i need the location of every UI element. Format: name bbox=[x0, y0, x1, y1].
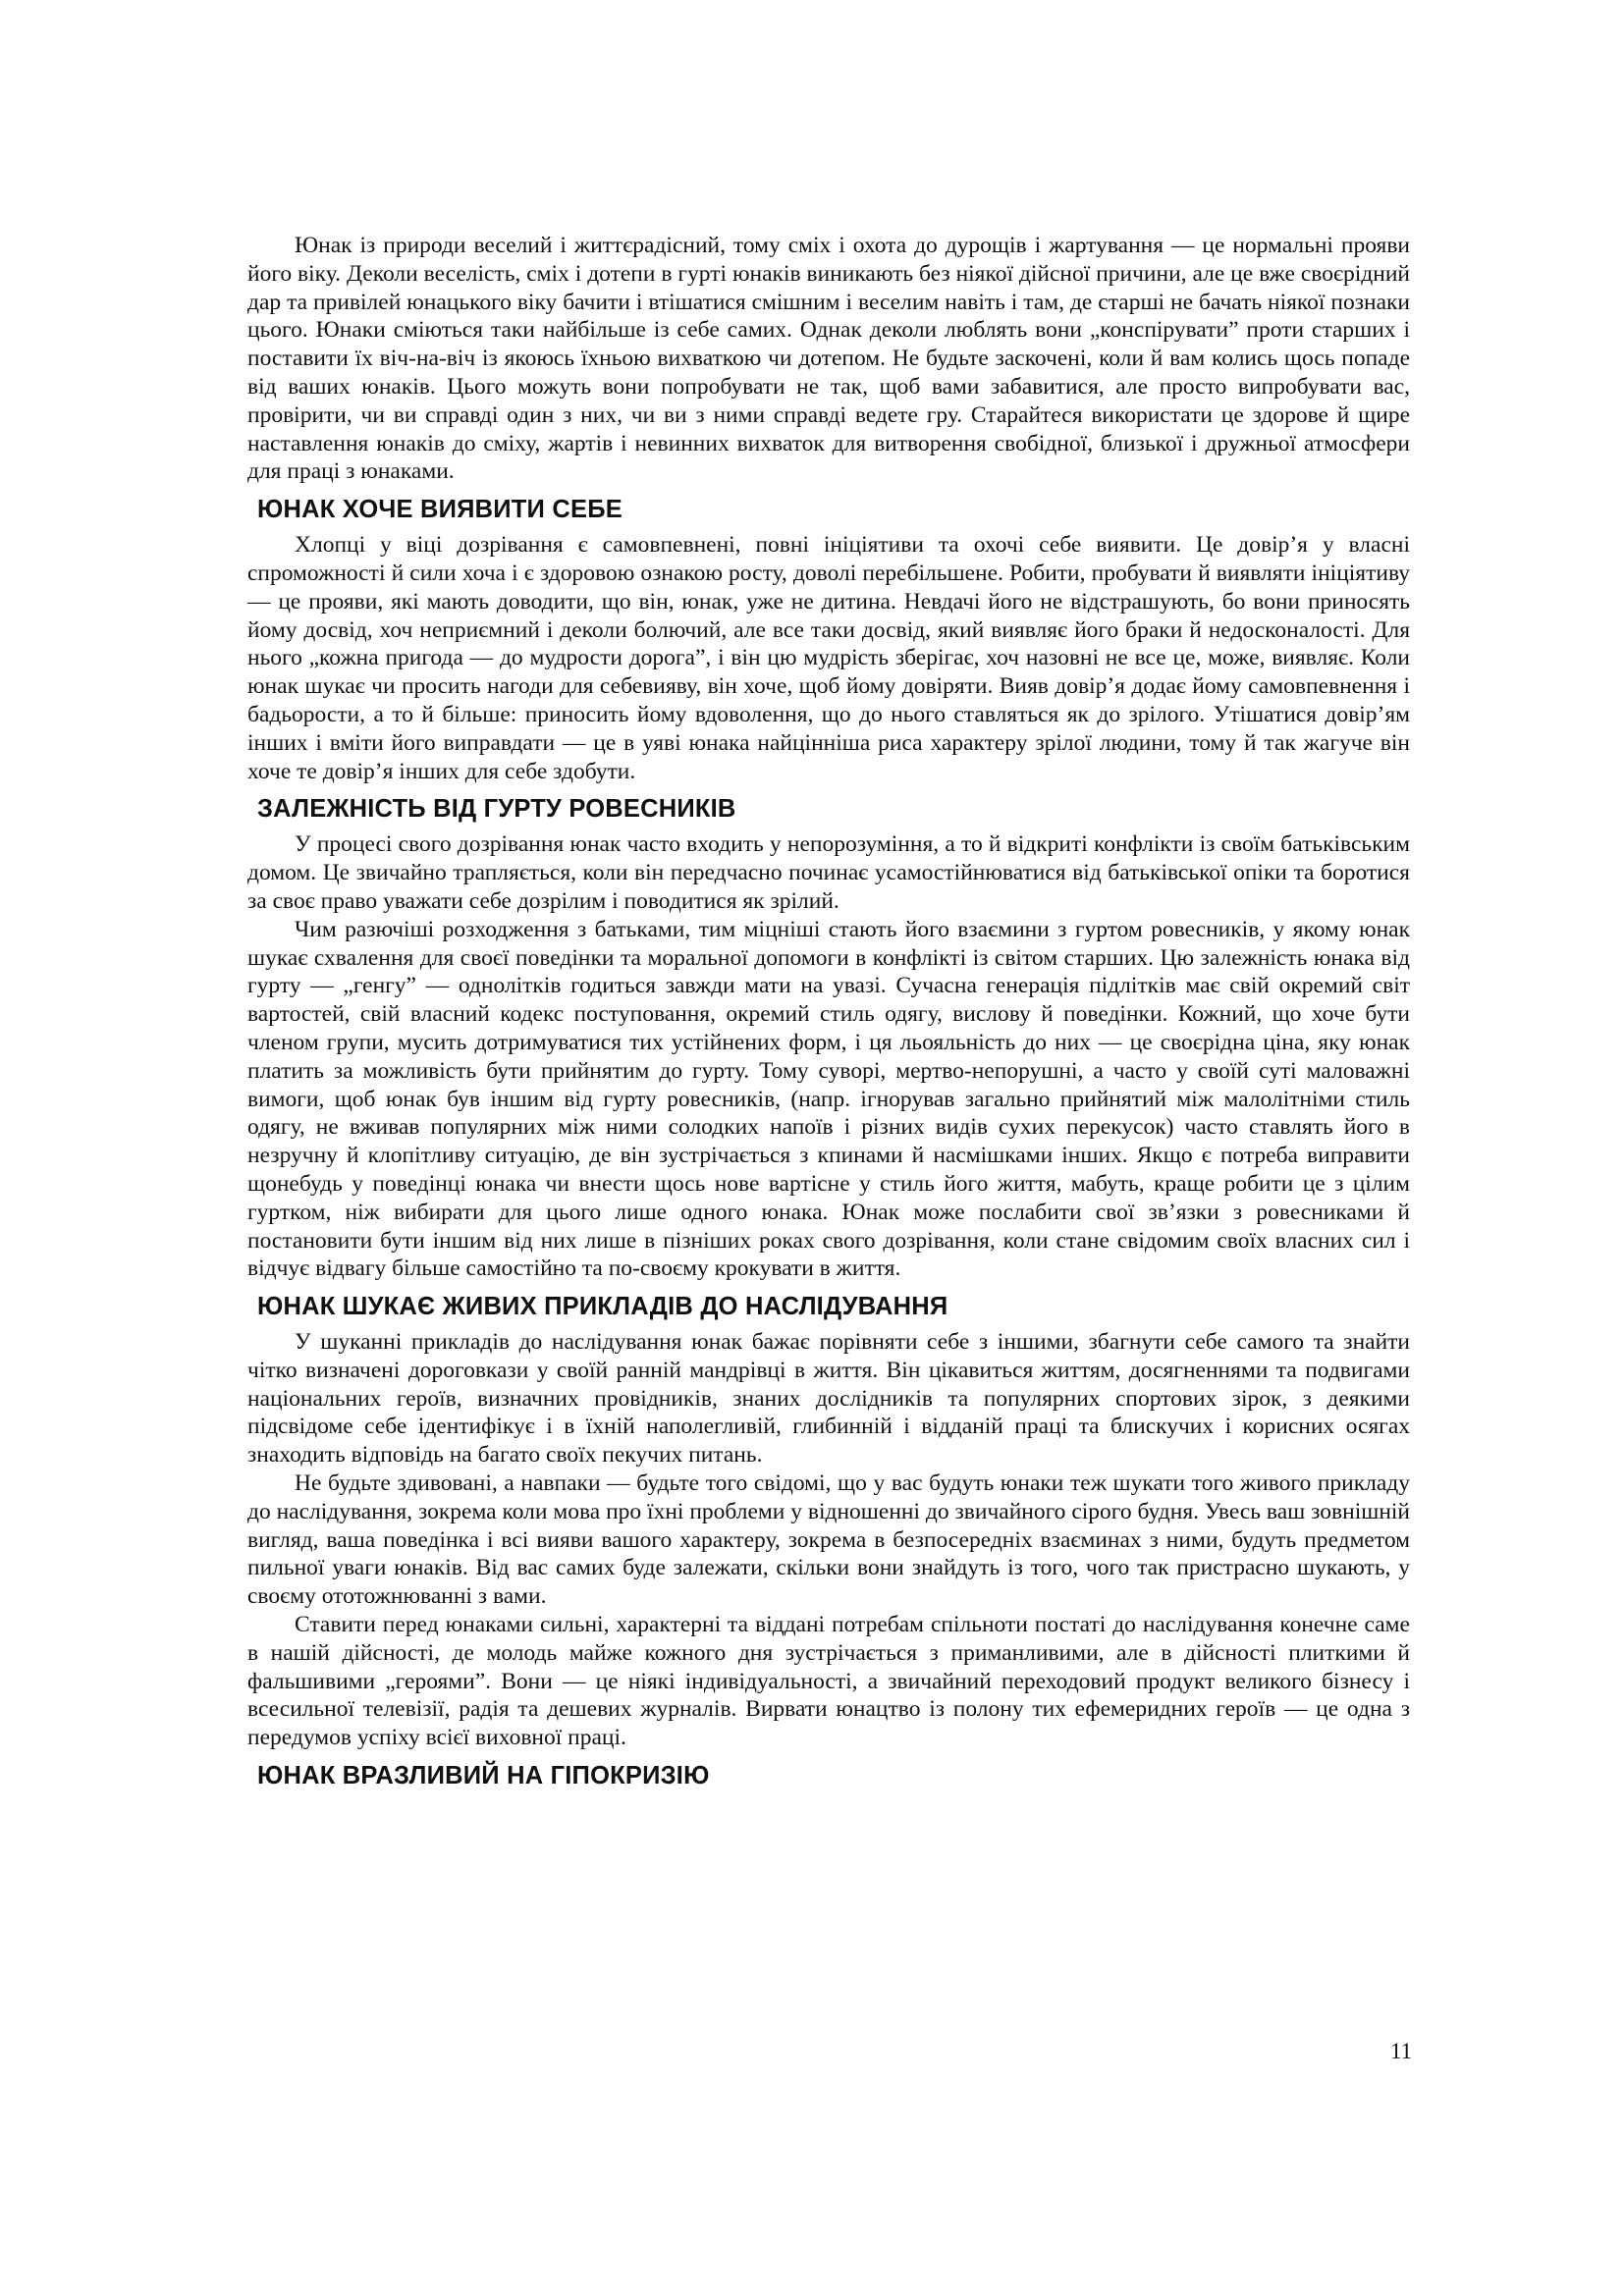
paragraph: У процесі свого дозрівання юнак часто входить у непорозуміння, а то й відкриті конфлікти із своїм батьківським домом. Це звичайно трапляється, коли він передчасно починає усамостійнюватися від батьківської опіки та боротися за своє право уважати себе дозрілим і поводитися як зрілий. bbox=[247, 831, 1410, 914]
page-body bbox=[247, 232, 1410, 1797]
section-role-models bbox=[247, 1289, 1410, 1752]
section-hypocrisy bbox=[247, 1758, 1410, 1793]
paragraph: Юнак із природи веселий і життєрадісний, тому сміх і охота до дурощів і жартування — це нормальні прояви його віку. Деколи веселість, сміх і дотепи в гурті юнаків виникають без ніякої дійсної причини, але це вже своєрідний дар та привілей юнацького віку бачити і втішатися смішним і веселим навіть і там, де старші не бачать ніякої познаки цього. Юнаки сміються таки найбільше із себе самих. Однак деколи люблять вони „конспірувати” проти старших і поставити їх віч-на-віч із якоюсь їхньою вихваткою чи дотепом. Не будьте заскочені, коли й вам колись щось попаде від ваших юнаків. Цього можуть вони попробувати не так, щоб вами забавитися, але просто випробувати вас, провірити, чи ви справді один з них, чи ви з ними справді ведете гру. Старайтеся використати це здорове й щире наставлення юнаків до сміху, жартів і невинних вихваток для витворення свобідної, близької і дружньої атмосфери для праці з юнаками. bbox=[247, 233, 1410, 485]
section-intro bbox=[247, 232, 1410, 486]
paragraph: Ставити перед юнаками сильні, характерні та віддані потребам спільноти постаті до наслідування конечне саме в нашій дійсності, де молодь майже кожного дня зустрічається з приманливими, але в дійсності плиткими й фальшивими „героями”. Вони — це ніякі індивідуальності, а звичайний переходовий продукт великого бізнесу і всесильної телевізії, радія та дешевих журналів. Вирвати юнацтво із полону тих ефемеридних героїв — це одна з передумов успіху всієї виховної праці. bbox=[247, 1612, 1410, 1751]
section-heading: ЮНАК ШУКАЄ ЖИВИХ ПРИКЛАДІВ ДО НАСЛІДУВАННЯ bbox=[257, 1293, 948, 1321]
paragraph: Хлопці у віці дозрівання є самовпевнені, повні ініціятиви та охочі себе виявити. Це довір’я у власні спроможності й сили хоча і є здоровою ознакою росту, доволі перебільшене. Робити, пробувати й виявляти ініціятиву — це прояви, які мають доводити, що він, юнак, уже не дитина. Невдачі його не відстрашують, бо вони приносять йому досвід, хоч неприємний і деколи болючий, але все таки досвід, який виявляє його браки й недосконалості. Для нього „кожна пригода — до мудрости дорога”, і він цю мудрість зберігає, хоч назовні не все це, може, виявляє. Коли юнак шукає чи просить нагоди для себевияву, він хоче, щоб йому довіряти. Вияв довір’я додає йому самовпевнення і бадьорости, а то й більше: приносить йому вдоволення, що до нього ставляться як до зрілого. Утішатися довір’ям інших і вміти його виправдати — це в уяві юнака найцінніша риса характеру зрілої людини, тому й так жагуче він хоче те довір’я інших для себе здобути. bbox=[247, 532, 1410, 784]
section-heading: ЮНАК ВРАЗЛИВИЙ НА ГІПОКРИЗІЮ bbox=[257, 1762, 710, 1790]
paragraph: У шуканні прикладів до наслідування юнак бажає порівняти себе з іншими, збагнути себе самого та знайти чітко визначені дороговкази у своїй ранній мандрівці в життя. Він цікавиться життям, досягненнями та подвигами національних героїв, визначних провідників, знаних дослідників та популярних спортових зірок, з деякими підсвідоме себе ідентифікує і в їхній наполегливій, глибинній і відданій праці та блискучих і корисних осягах знаходить відповідь на багато своїх пекучих питань. bbox=[247, 1329, 1410, 1468]
section-heading: ЗАЛЕЖНІСТЬ ВІД ГУРТУ РОВЕСНИКІВ bbox=[257, 795, 736, 824]
section-heading: ЮНАК ХОЧЕ ВИЯВИТИ СЕБЕ bbox=[257, 496, 623, 524]
section-self-expression bbox=[247, 492, 1410, 785]
paragraph: Чим разючіші розходження з батьками, тим міцніші стають його взаємини з гуртом ровесників, у якому юнак шукає схвалення для своєї поведінки та моральної допомоги в конфлікті із світом старших. Цю залежність юнака від гурту — „генгу” — однолітків годиться завжди мати на увазі. Сучасна генерація підлітків має свій окремий світ вартостей, свій власний кодекс поступовання, окремий стиль одягу, вислову й поведінки. Кожний, що хоче бути членом групи, мусить дотримуватися тих устійнених форм, і ця льояльність до них — це своєрідна ціна, яку юнак платить за можливість бути прийнятим до гурту. Тому суворі, мертво-непорушні, а часто у своїй суті маловажні вимоги, щоб юнак був іншим від гурту ровесників, (напр. ігнорував загально прийнятий між малолітніми стиль одягу, не вживав популярних між ними солодких напоїв і різних видів сухих перекусок) часто ставлять його в незручну й клопітливу ситуацію, де він зустрічається з кпинами й насмішками інших. Якщо є потреба виправити щонебудь у поведінці юнака чи внести щось нове вартісне у стиль його життя, мабуть, краще робити це з цілим гуртком, ніж вибирати для цього лише одного юнака. Юнак може послабити свої зв’язки з ровесниками й постановити бути іншим від них лише в пізніших роках свого дозрівання, коли стане свідомим своїх власних сил і відчує відвагу більше самостійно та по-своєму крокувати в життя. bbox=[247, 916, 1410, 1282]
paragraph: Не будьте здивовані, а навпаки — будьте того свідомі, що у вас будуть юнаки теж шукати того живого прикладу до наслідування, зокрема коли мова про їхні проблеми у відношенні до звичайного сірого будня. Увесь ваш зовнішній вигляд, ваша поведінка і всі вияви вашого характеру, зокрема в безпосередніх взаєминах з ними, будуть предметом пильної уваги юнаків. Від вас самих буде залежати, скільки вони знайдуть із того, чого так пристрасно шукають, у своєму ототожнюванні з вами. bbox=[247, 1470, 1410, 1610]
page-number: 11 bbox=[1390, 2039, 1413, 2063]
section-peer-group bbox=[247, 791, 1410, 1283]
